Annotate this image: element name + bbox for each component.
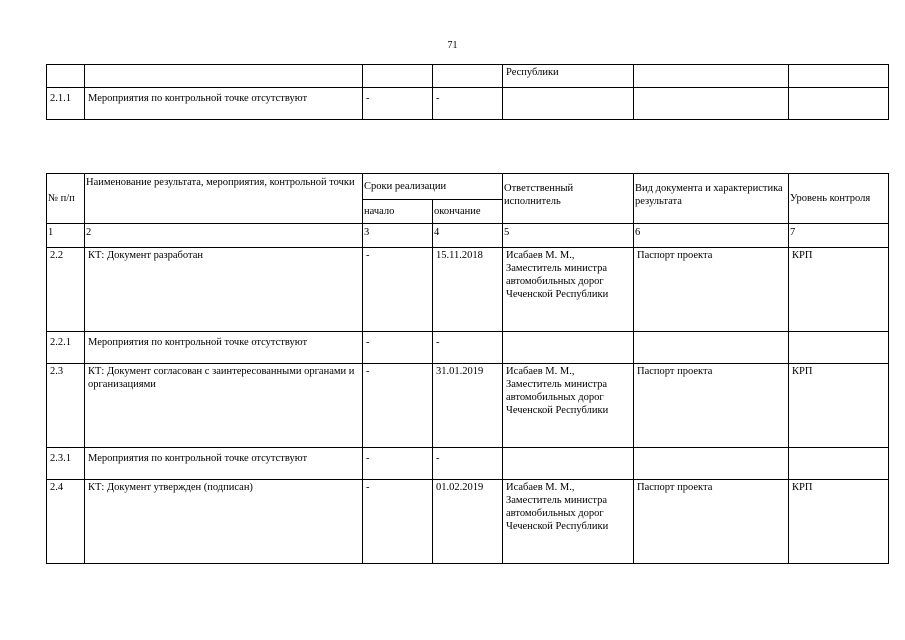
cell xyxy=(634,88,789,120)
level-cell: КРП xyxy=(789,480,889,564)
table-row xyxy=(47,88,889,120)
header-doc: Вид документа и характеристика результата xyxy=(634,174,789,224)
end-cell: 01.02.2019 xyxy=(433,480,503,564)
doc-cell xyxy=(634,448,789,480)
level-cell: КРП xyxy=(789,364,889,448)
name-cell: Мероприятия по контрольной точке отсутствуют xyxy=(85,88,363,120)
col-number: 7 xyxy=(789,224,889,248)
end-cell: - xyxy=(433,88,503,120)
header-executor: Ответственный исполнитель xyxy=(503,174,634,224)
cell xyxy=(789,65,889,88)
executor-cell: Исабаев М. М., Заместитель министра автомобильных дорог Чеченской Республики xyxy=(503,480,634,564)
cell xyxy=(789,88,889,120)
col-number: 1 xyxy=(47,224,85,248)
start-cell: - xyxy=(363,248,433,332)
doc-cell: Паспорт проекта xyxy=(634,480,789,564)
table-row xyxy=(47,248,889,332)
start-cell: - xyxy=(363,364,433,448)
end-cell: 15.11.2018 xyxy=(433,248,503,332)
cell xyxy=(47,65,85,88)
start-cell: - xyxy=(363,332,433,364)
num-cell: 2.4 xyxy=(47,480,85,564)
executor-cell: Исабаев М. М., Заместитель министра автомобильных дорог Чеченской Республики xyxy=(503,364,634,448)
header-terms: Сроки реализации xyxy=(363,174,503,200)
header-name: Наименование результата, мероприятия, контрольной точки xyxy=(85,174,363,224)
end-cell: 31.01.2019 xyxy=(433,364,503,448)
num-cell: 2.2.1 xyxy=(47,332,85,364)
col-number: 3 xyxy=(363,224,433,248)
num-cell: 2.2 xyxy=(47,248,85,332)
end-cell: - xyxy=(433,332,503,364)
executor-cell xyxy=(503,332,634,364)
cell xyxy=(363,65,433,88)
start-cell: - xyxy=(363,448,433,480)
page-number: 71 xyxy=(447,40,458,51)
cell xyxy=(433,65,503,88)
start-cell: - xyxy=(363,88,433,120)
col-number: 4 xyxy=(433,224,503,248)
level-cell xyxy=(789,448,889,480)
executor-cell: Республики xyxy=(503,65,634,88)
col-number: 5 xyxy=(503,224,634,248)
header-level: Уровень контроля xyxy=(789,174,889,224)
num-cell: 2.1.1 xyxy=(47,88,85,120)
num-cell: 2.3 xyxy=(47,364,85,448)
results-table xyxy=(46,173,889,564)
cell xyxy=(634,65,789,88)
doc-cell: Паспорт проекта xyxy=(634,248,789,332)
name-cell: КТ: Документ утвержден (подписан) xyxy=(85,480,363,564)
doc-cell xyxy=(634,332,789,364)
header-start: начало xyxy=(363,200,433,224)
continuation-table xyxy=(46,64,889,120)
level-cell: КРП xyxy=(789,248,889,332)
name-cell: Мероприятия по контрольной точке отсутствуют xyxy=(85,332,363,364)
num-cell: 2.3.1 xyxy=(47,448,85,480)
name-cell: КТ: Документ разработан xyxy=(85,248,363,332)
col-number: 6 xyxy=(634,224,789,248)
cell xyxy=(503,88,634,120)
header-row xyxy=(47,174,889,200)
name-cell: Мероприятия по контрольной точке отсутствуют xyxy=(85,448,363,480)
column-number-row xyxy=(47,224,889,248)
executor-cell: Исабаев М. М., Заместитель министра автомобильных дорог Чеченской Республики xyxy=(503,248,634,332)
table-row xyxy=(47,332,889,364)
executor-cell xyxy=(503,448,634,480)
start-cell: - xyxy=(363,480,433,564)
name-cell: КТ: Документ согласован с заинтересованными органами и организациями xyxy=(85,364,363,448)
table-row xyxy=(47,364,889,448)
header-num: № п/п xyxy=(47,174,85,224)
end-cell: - xyxy=(433,448,503,480)
table-row xyxy=(47,65,889,88)
doc-cell: Паспорт проекта xyxy=(634,364,789,448)
cell xyxy=(85,65,363,88)
header-end: окончание xyxy=(433,200,503,224)
level-cell xyxy=(789,332,889,364)
table-row xyxy=(47,480,889,564)
table-row xyxy=(47,448,889,480)
col-number: 2 xyxy=(85,224,363,248)
